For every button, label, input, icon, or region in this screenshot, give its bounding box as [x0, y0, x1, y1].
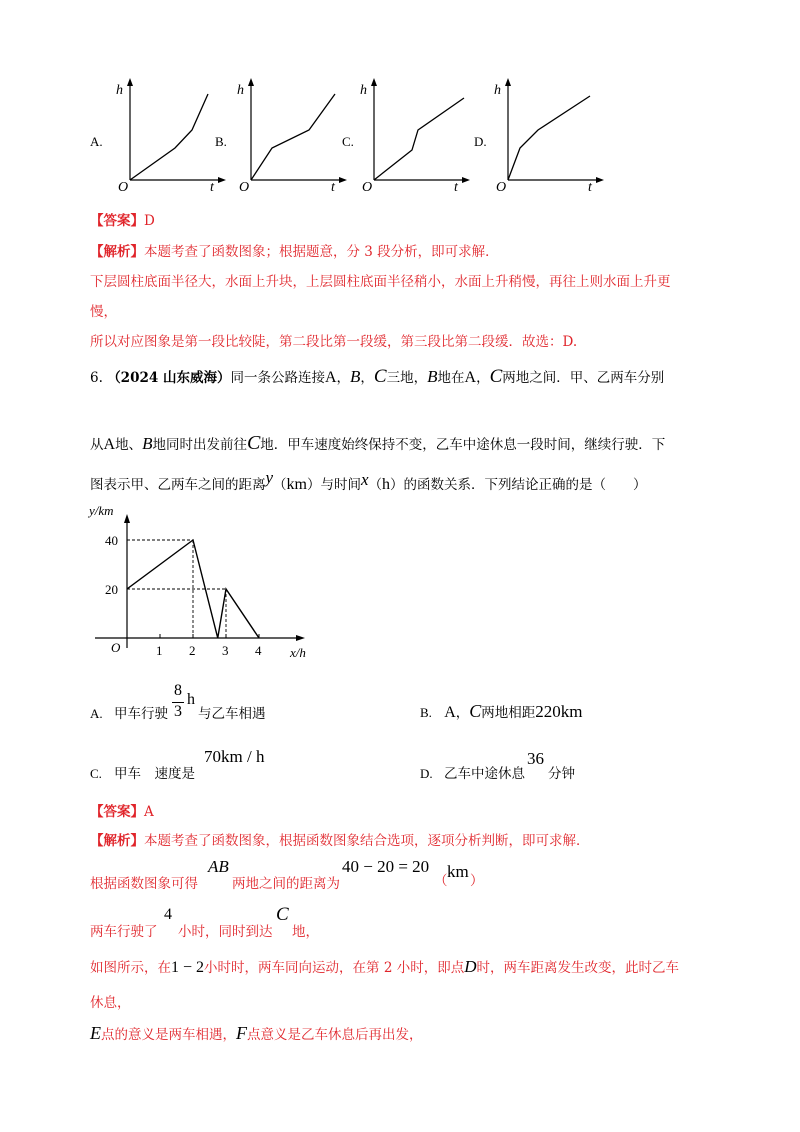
- option-b-value: 220km: [535, 702, 583, 721]
- q6-answer-value: A: [144, 804, 154, 820]
- graph-c-h: h: [360, 83, 367, 98]
- q6-point-b-3: B: [142, 434, 153, 453]
- s2-a: 两车行驶了: [90, 924, 158, 940]
- q5-line1: 下层圆柱底面半径大，水面上升块，上层圆柱底面半径稍小，水面上升稍慢，再往上则水面上升更: [90, 274, 671, 290]
- graph-c-o: O: [362, 180, 373, 195]
- s4-a: 点的意义是两车相遇，: [101, 1027, 236, 1043]
- x-tick-label-4: 4: [255, 643, 262, 658]
- s3-b: 小时时，两车同向运动，在第 2 小时，即点: [204, 960, 465, 976]
- q6-point-a: A: [324, 369, 337, 386]
- q5-answer: [90, 212, 155, 230]
- s2-four: 4: [164, 906, 172, 923]
- q6-point-b: B: [350, 367, 361, 386]
- graph-b-o: O: [239, 180, 250, 195]
- option-c-label: C.: [90, 766, 102, 781]
- graph-c: [342, 78, 470, 195]
- q6-stem-line1: [90, 368, 664, 387]
- s1-eq: 40 − 20 = 20: [342, 857, 430, 876]
- q6-unit-km: km: [286, 476, 307, 493]
- q6-comma: ，: [336, 370, 351, 386]
- s1-paren-l: （: [434, 873, 448, 889]
- q6-solution-line3b: 休息，: [90, 995, 131, 1011]
- option-a-denominator: 3: [174, 703, 182, 720]
- q5-answer-value: D: [144, 213, 155, 229]
- graph-b-letter: B.: [215, 134, 227, 149]
- graph-a-letter: A.: [90, 134, 103, 149]
- q6-solution-line4: [90, 1024, 423, 1044]
- s3-a: 如图所示，在: [90, 960, 171, 976]
- q6-var-x: x: [361, 470, 369, 489]
- option-a-label: A.: [90, 706, 103, 721]
- q6-number: 6.: [90, 370, 103, 386]
- s2-b: 小时，同时到达: [178, 924, 273, 940]
- q6-answer-tag: 【答案】: [90, 804, 144, 820]
- s4-e-point: E: [90, 1023, 101, 1043]
- q5-analysis-tag: 【解析】: [90, 244, 144, 260]
- q6-unit-h: h: [382, 476, 391, 493]
- graph-c-letter: C.: [342, 134, 354, 149]
- option-b-text: 两地相距: [481, 705, 536, 721]
- q6-stem-line2: [90, 434, 665, 454]
- option-d-text1: 乙车中途休息: [444, 766, 525, 782]
- x-axis-arrow: [296, 635, 305, 641]
- q6-comma-2: ，: [360, 370, 374, 386]
- q6-stem-b: 三地，: [386, 370, 428, 386]
- q6-analysis-tag: 【解析】: [90, 833, 144, 849]
- q6-line3-a: 图表示甲、乙两车之间的距离: [90, 477, 266, 493]
- q6-analysis-text: 本题考查了函数图象，根据函数图象结合选项，逐项分析判断，即可求解．: [144, 833, 590, 849]
- s1-a: 根据函数图象可得: [90, 876, 198, 892]
- s4-b: 点意义是乙车休息后再出发，: [247, 1027, 423, 1043]
- s1-km: km: [447, 862, 469, 881]
- q6-point-a-2: A: [464, 369, 477, 386]
- s3-range: 1 − 2: [171, 959, 205, 976]
- graph-b: [215, 78, 347, 195]
- option-a-text1: 甲车行驶: [114, 706, 168, 722]
- y-tick-label-40: 40: [105, 533, 118, 548]
- option-c-text: 甲车 速度是: [114, 766, 195, 782]
- q6-point-b-2: B: [427, 367, 438, 386]
- option-d-value: 36: [527, 749, 544, 768]
- graph-b-t: t: [331, 180, 335, 195]
- q6-point-c: C: [373, 366, 387, 387]
- q5-analysis: [90, 243, 499, 261]
- option-c-value: 70km / h: [204, 747, 265, 766]
- option-b-point-c: C: [469, 701, 482, 721]
- q5-line2: 慢，: [90, 304, 117, 320]
- x-tick-label-2: 2: [189, 643, 196, 658]
- q5-line3: 所以对应图象是第一段比较陡，第二段比第一段缓，第三段比第二段缓．故选：D.: [90, 334, 578, 350]
- q6-stem-c: 地在: [437, 370, 465, 386]
- y-axis-arrow: [124, 514, 130, 523]
- chart-origin: O: [111, 640, 121, 655]
- s2-c: 地，: [292, 924, 319, 940]
- option-b-point-a: A: [444, 704, 456, 721]
- q6-line2-c: 地同时出发前往: [152, 437, 247, 453]
- graph-d-h: h: [494, 83, 501, 98]
- chart-x-label: x/h: [290, 645, 306, 660]
- q6-point-c-2: C: [489, 366, 503, 387]
- graph-a-o: O: [118, 180, 129, 195]
- graph-a: [90, 78, 226, 195]
- q6-line2-d: 地．甲车速度始终保持不变，乙车中途休息一段时间，继续行驶．下: [260, 437, 666, 453]
- graph-d-t: t: [588, 180, 592, 195]
- q6-line3-c: 的函数关系．下列结论正确的是（ ）: [403, 477, 647, 493]
- q6-paren-r-2: ）: [390, 477, 404, 493]
- graph-c-t: t: [454, 180, 458, 195]
- x-tick-label-1: 1: [156, 643, 163, 658]
- q6-option-b[interactable]: [420, 702, 583, 722]
- q6-comma-3: ，: [476, 370, 490, 386]
- s2-c-point: C: [276, 904, 289, 925]
- q6-line2-b: 地、: [115, 437, 143, 453]
- option-a-unit: h: [187, 691, 195, 708]
- y-tick-label-20: 20: [105, 582, 118, 597]
- q6-line3-b: 与时间: [320, 477, 361, 493]
- q6-solution-line3: [90, 958, 679, 977]
- q6-point-a-3: A: [103, 436, 116, 453]
- q6-line2-a: 从: [90, 437, 104, 453]
- graph-a-h: h: [116, 83, 123, 98]
- s3-c: 时，两车距离发生改变，此时乙车: [476, 960, 679, 976]
- graph-a-t: t: [210, 180, 214, 195]
- q6-source: （2024 山东威海）: [107, 370, 231, 386]
- x-tick-label-3: 3: [222, 643, 229, 658]
- option-d-text2: 分钟: [548, 766, 575, 782]
- graph-d: [474, 78, 604, 195]
- chart-y-label: y/km: [89, 503, 114, 518]
- graph-d-letter: D.: [474, 134, 487, 149]
- option-b-comma: ，: [455, 705, 470, 721]
- q5-answer-tag: 【答案】: [90, 213, 144, 229]
- q6-stem-a: 同一条公路连接: [230, 370, 325, 386]
- q6-stem-line3: [90, 468, 647, 494]
- option-d-label: D.: [420, 766, 433, 781]
- graph-d-o: O: [496, 180, 507, 195]
- answer-graphs: [80, 70, 620, 195]
- q6-analysis: [90, 832, 590, 850]
- q6-paren-r: ）: [307, 477, 321, 493]
- q6-paren-l: （: [273, 477, 287, 493]
- s4-f-point: F: [236, 1023, 247, 1043]
- option-a-text2: 与乙车相遇: [198, 706, 266, 722]
- q6-answer: [90, 803, 154, 821]
- q6-point-c-3: C: [246, 432, 261, 454]
- q6-distance-time-chart: [85, 500, 325, 665]
- s3-d-point: D: [464, 957, 477, 976]
- q6-paren-l-2: （: [368, 477, 383, 493]
- graph-b-h: h: [237, 83, 244, 98]
- q5-analysis-text: 本题考查了函数图象；根据题意，分 3 段分析，即可求解．: [144, 244, 499, 260]
- s1-paren-r: ）: [470, 873, 484, 889]
- option-a-numerator: 8: [174, 682, 182, 699]
- q6-var-y: y: [265, 468, 274, 487]
- s1-b: 两地之间的距离为: [232, 876, 340, 892]
- option-b-label: B.: [420, 705, 432, 720]
- q6-stem-d: 两地之间．甲、乙两车分别: [502, 370, 665, 386]
- s1-ab: AB: [208, 857, 229, 876]
